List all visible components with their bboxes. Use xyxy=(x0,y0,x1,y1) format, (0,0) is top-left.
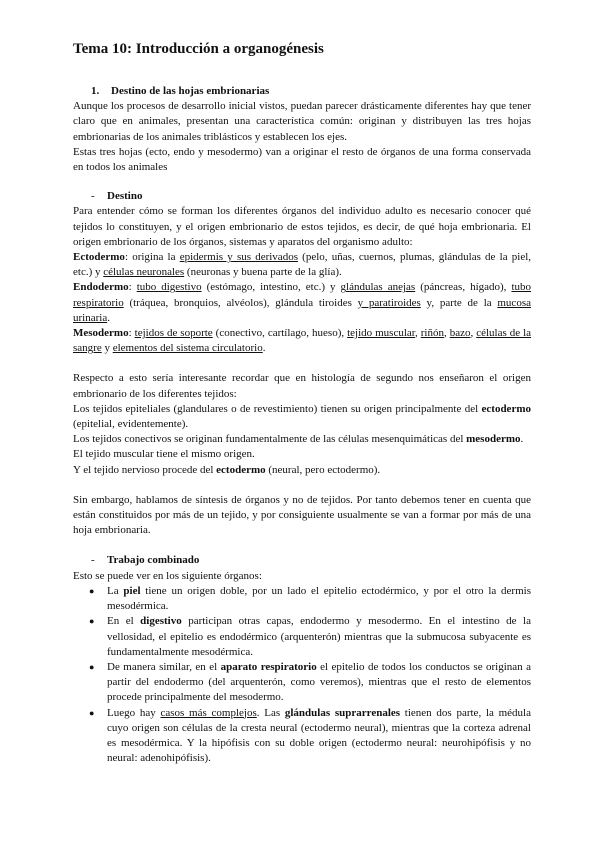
paragraph: Aunque los procesos de desarrollo inicial vistos, puedan parecer drásticamente diferentes hay que tener claro que en animales, presentan una característica común: originan y distribuyen las tres hojas embrionarias de los animales triblásticos y establecen los ejes. xyxy=(73,100,531,143)
paragraph: Respecto a esto sería interesante recordar que en histología de segundo nos enseñaron el origen embrionario de los diferentes tejidos: xyxy=(73,372,531,400)
term-ectodermo: Ectodermo xyxy=(73,251,125,264)
underlined-term: y paratiroides xyxy=(357,296,421,309)
section-number: 1. xyxy=(91,85,100,97)
term-ectodermo: ectodermo xyxy=(481,402,531,415)
underlined-term: glándulas anejas xyxy=(340,281,416,294)
section-dash: - xyxy=(91,190,95,203)
list-item: ● De manera similar, en el aparato respiratorio el epitelio de todos los conductos se originan a partir del endodermo (del arquenterón, como veremos), mientras que el resto de elementos procede principalmente del mesodermo. xyxy=(89,660,532,704)
underlined-term: tejido muscular xyxy=(347,327,416,340)
paragraph: Estas tres hojas (ecto, endo y mesodermo) van a originar el resto de órganos de una forma conservada en todos los animales xyxy=(73,145,531,174)
term-ectodermo: ectodermo xyxy=(216,463,266,476)
page-title: Tema 10: Introducción a organogénesis xyxy=(73,41,324,57)
section-title: Trabajo combinado xyxy=(107,554,200,567)
organ-list xyxy=(73,584,531,766)
underlined-term: elementos del sistema circulatorio xyxy=(112,342,263,355)
term-mesodermo: mesodermo xyxy=(466,433,521,446)
paragraph: Los tejidos conectivos se originan fundamentalmente de las células mesenquimáticas del mesodermo. xyxy=(73,433,524,446)
paragraph: El tejido muscular tiene el mismo origen. xyxy=(73,448,255,461)
underlined-term: bazo xyxy=(449,327,471,340)
underlined-term: células neuronales xyxy=(103,266,185,279)
underlined-term: tejidos de soporte xyxy=(134,327,213,340)
bullet-icon: ● xyxy=(89,616,95,627)
paragraph: Los tejidos epiteliales (glandulares o de revestimiento) tienen su origen principalmente del ectodermo (epitelial, evidentemente). xyxy=(73,402,531,431)
section-heading-destino xyxy=(73,189,531,204)
underlined-term: mucosa urinaria xyxy=(73,296,531,324)
paragraph: Sin embargo, hablamos de síntesis de órganos y no de tejidos. Por tanto debemos tener en cuenta que están constituidos por más de un tejido, y por consiguiente usualmente se van a formar por más de una hoja embrionaria. xyxy=(73,493,531,537)
ectodermo-paragraph: Ectodermo: origina la epidermis y sus derivados (pelo, uñas, cuernos, plumas, glándulas de la piel, etc.) y células neuronales (neuronas y buena parte de la glía). xyxy=(73,251,532,279)
section-title: Destino de las hojas embrionarias xyxy=(111,85,270,97)
underlined-term: tubo digestivo xyxy=(136,281,202,294)
list-item: ● En el digestivo participan otras capas, endodermo y mesodermo. En el intestino de la vellosidad, el epitelio es endodérmico (arquenterón) mientras que la submucosa subyacente es fundamentalmente mesodérmica. xyxy=(89,615,531,658)
bullet-icon: ● xyxy=(89,585,95,596)
underlined-term: riñón xyxy=(420,327,444,340)
paragraph: Para entender cómo se forman los diferentes órganos del individuo adulto es necesario conocer qué tejidos lo constituyen, y el origen embrionario de estos tejidos, es decir, de qué hoja embrionaria. El origen embrionario de los órganos, sistemas y aparatos del organismo adulto: xyxy=(73,205,531,248)
term-mesodermo: Mesodermo xyxy=(73,327,129,340)
bullet-icon: ● xyxy=(89,661,95,672)
term-endodermo: Endodermo xyxy=(73,281,129,294)
section-title: Destino xyxy=(107,190,143,203)
section-heading-destino-hojas xyxy=(73,84,531,99)
paragraph: Esto se puede ver en los siguiente órganos: xyxy=(73,569,262,582)
underlined-term: tubo respiratorio xyxy=(73,281,531,309)
bullet-icon: ● xyxy=(89,707,95,718)
underlined-term: células de la sangre xyxy=(73,327,532,355)
underlined-term: casos más complejos xyxy=(160,706,257,719)
document-page xyxy=(73,40,531,766)
paragraph: Y el tejido nervioso procede del ectodermo (neural, pero ectodermo). xyxy=(73,463,381,476)
list-item: ● Luego hay casos más complejos. Las glándulas suprarrenales tienen dos parte, la médula cuyo origen son células de la cresta neural (ectodermo neural), mientras que la corteza adrenal es mesodérmica. Y la hipófisis con su doble origen (ectodermo neural: neurohipófisis y no neural: adenohipófisis). xyxy=(89,706,531,765)
underlined-term: epidermis y sus derivados xyxy=(179,251,298,264)
list-item: ● La piel tiene un origen doble, por un lado el epitelio ectodérmico, y por el otro la dermis mesodérmica. xyxy=(89,584,531,613)
mesodermo-paragraph: Mesodermo: tejidos de soporte (conectivo, cartílago, hueso), tejido muscular, riñón, bazo, células de la sangre y elementos del sistema circulatorio. xyxy=(73,327,532,355)
endodermo-paragraph: Endodermo: tubo digestivo (estómago, intestino, etc.) y glándulas anejas (páncreas, hígado), tubo respiratorio (tráquea, bronquios, alvéolos), glándula tiroides y paratiroides y, parte de la mucosa urinaria. xyxy=(73,281,531,324)
section-dash: - xyxy=(91,554,95,567)
section-heading-trabajo-combinado xyxy=(73,553,531,568)
